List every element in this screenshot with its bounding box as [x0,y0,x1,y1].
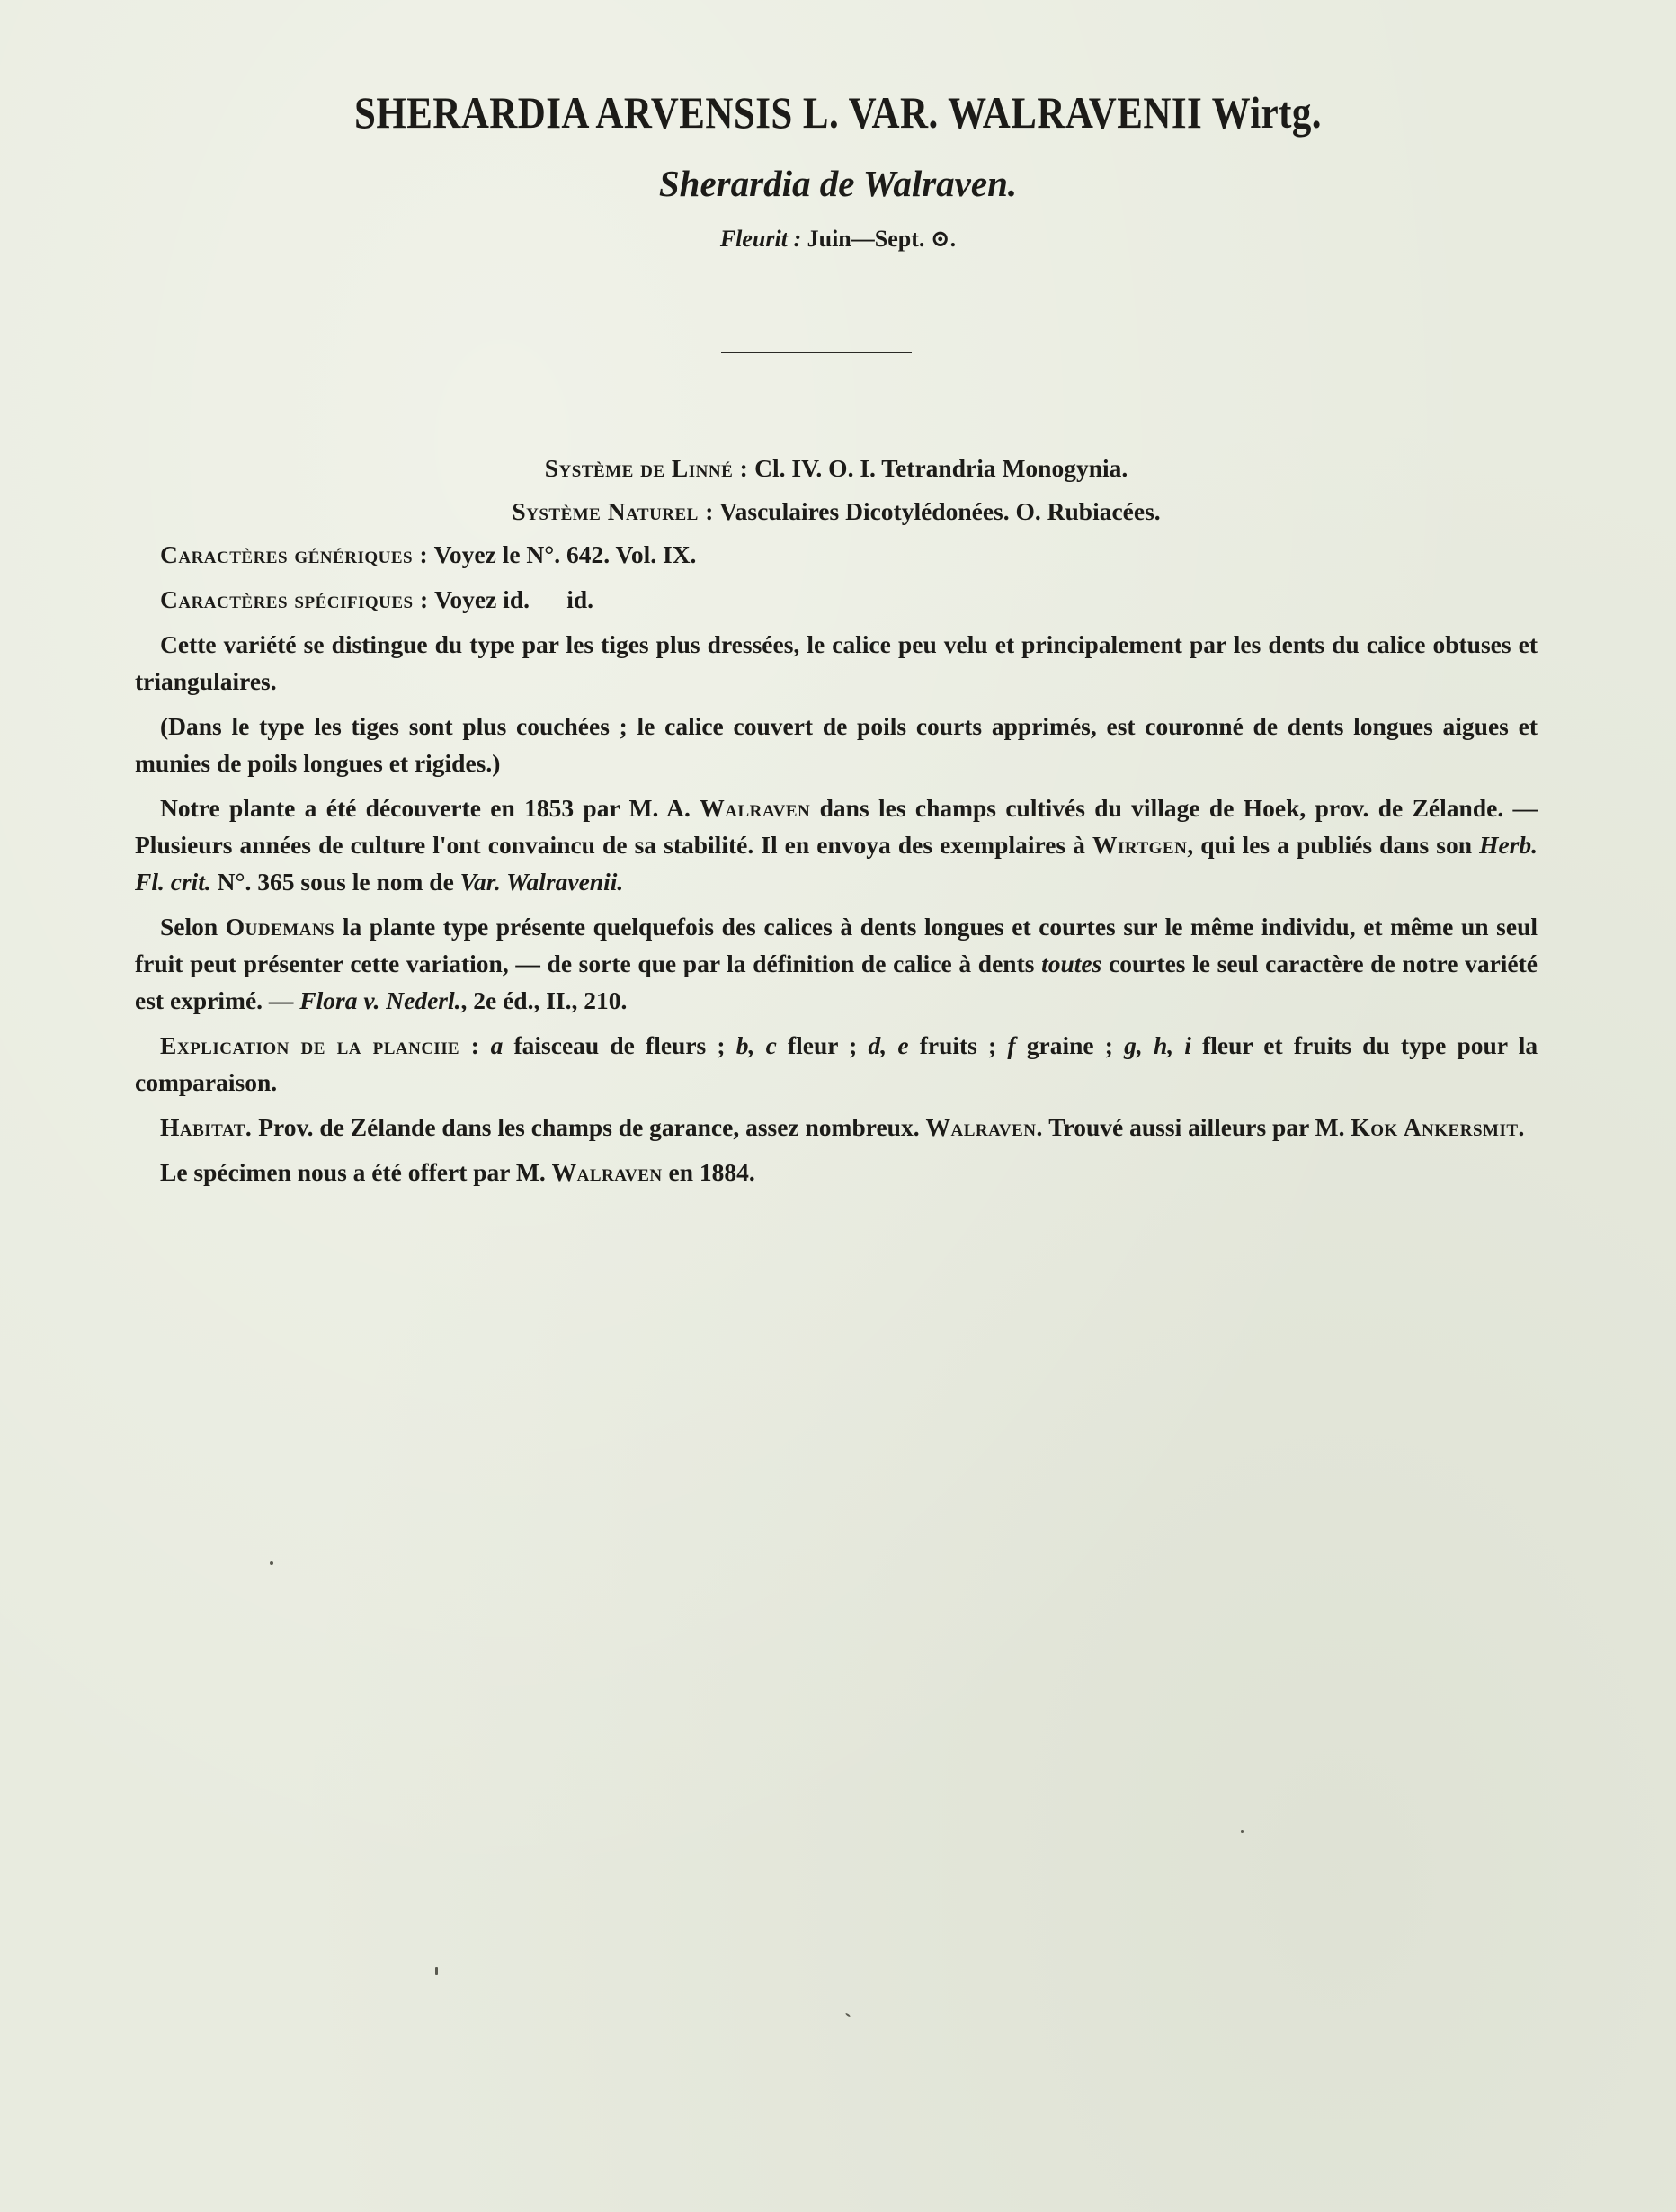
discovery-text-1: Notre plante a été découverte en 1853 par M. A. [160,794,691,822]
paragraph-specimen [135,1154,1538,1191]
paragraph-habitat [135,1109,1538,1146]
emphasis-toutes: toutes [1041,950,1102,977]
oudemans-text-1: Selon [160,913,218,941]
person-oudemans: Oudemans [225,913,335,941]
system-linne-value: Cl. IV. O. I. Tetrandria Monogynia. [754,454,1128,482]
characters-generiques-value: Voyez le N°. 642. Vol. IX. [433,540,697,568]
flowering-line [0,226,1676,253]
discovery-text-3: , qui les a publiés dans son [1187,831,1472,859]
flowering-label: Fleurit : [719,226,802,252]
explication-text-3: fruits ; [919,1031,997,1059]
main-text [135,450,1538,1199]
oudemans-text-2: la plante type présente quelquefois des calices à dents longues et courtes sur le même individu, et même un seul fruit peut présenter cette variation, — de sorte que par la définition de calice à dents [135,913,1538,977]
figure-letter-bc: b, c [735,1031,777,1059]
habitat-text-2: Trouvé aussi ailleurs par M. [1048,1113,1345,1141]
characters-generiques [135,536,1538,573]
oudemans-text-3: courtes le seul caractère de notre variété est exprimé. — [135,950,1538,1014]
paragraph-type: (Dans le type les tiges sont plus couchées ; le calice couvert de poils courts apprimés, est couronné de dents longues aigues et munies de poils longues et rigides.) [135,712,1538,777]
paragraph-discovery [135,789,1538,900]
page-title: SHERARDIA ARVENSIS L. VAR. WALRAVENII Wirtg. [354,87,1322,138]
title-divider [721,352,912,353]
paper-speck [1241,1830,1244,1833]
specimen-text-1: Le spécimen nous a été offert par M. [160,1158,546,1186]
discovery-text-2: dans les champs cultivés du village de Hoek, prov. de Zélande. — Plusieurs années de culture l'ont convaincu de sa stabilité. Il en envoya des exemplaires à [135,794,1538,859]
system-naturel [135,493,1538,530]
characters-generiques-label: Caractères génériques : [160,540,429,568]
paragraph-explication [135,1027,1538,1101]
explication-text-4: graine ; [1026,1031,1113,1059]
explication-text-5: fleur et fruits du type pour la comparaison. [135,1031,1538,1096]
specimen-text-2: en 1884. [668,1158,755,1186]
explication-label: Explication de la planche : [160,1031,480,1059]
specimen-person-walraven: Walraven [551,1158,663,1186]
figure-letter-f: f [1007,1031,1016,1059]
paper-speck [270,1561,273,1565]
habitat-text-1: Prov. de Zélande dans les champs de garance, assez nombreux. [258,1113,920,1141]
habitat-label: Habitat. [160,1113,253,1141]
person-walraven: Walraven [700,794,811,822]
system-naturel-label: Système Naturel : [512,497,714,525]
reference-flora: Flora v. Nederl. [299,986,461,1014]
system-linne [135,450,1538,486]
system-linne-label: Système de Linné : [544,454,749,482]
figure-letter-de: d, e [868,1031,909,1059]
variety-name: Var. Walravenii. [459,868,624,896]
explication-text-2: fleur ; [787,1031,858,1059]
paragraph-distinction: Cette variété se distingue du type par les tiges plus dressées, le calice peu velu et principalement par les dents du calice obtuses et triangulaires. [135,630,1538,695]
oudemans-text-4: , 2e éd., II., 210. [460,986,628,1014]
figure-letter-ghi: g, h, i [1124,1031,1191,1059]
characters-specifiques-value: Voyez id. id. [434,585,594,613]
page-subtitle: Sherardia de Walraven. [658,163,1018,204]
reference-herbarium: Herb. Fl. crit. [135,831,1538,896]
discovery-text-4: N°. 365 sous le nom de [217,868,454,896]
person-wirtgen: Wirtgen [1092,831,1188,859]
person-kok-ankersmit: Kok Ankersmit. [1351,1113,1525,1141]
paper-speck [435,1967,438,1975]
figure-letter-a: a [490,1031,504,1059]
flowering-value: Juin—Sept. ⊙. [807,226,957,252]
habitat-person-walraven: Walraven. [925,1113,1043,1141]
paragraph-oudemans [135,908,1538,1019]
characters-specifiques-label: Caractères spécifiques : [160,585,429,613]
system-naturel-value: Vasculaires Dicotylédonées. O. Rubiacées. [719,497,1161,525]
explication-text-1: faisceau de fleurs ; [513,1031,726,1059]
characters-specifiques [135,581,1538,618]
